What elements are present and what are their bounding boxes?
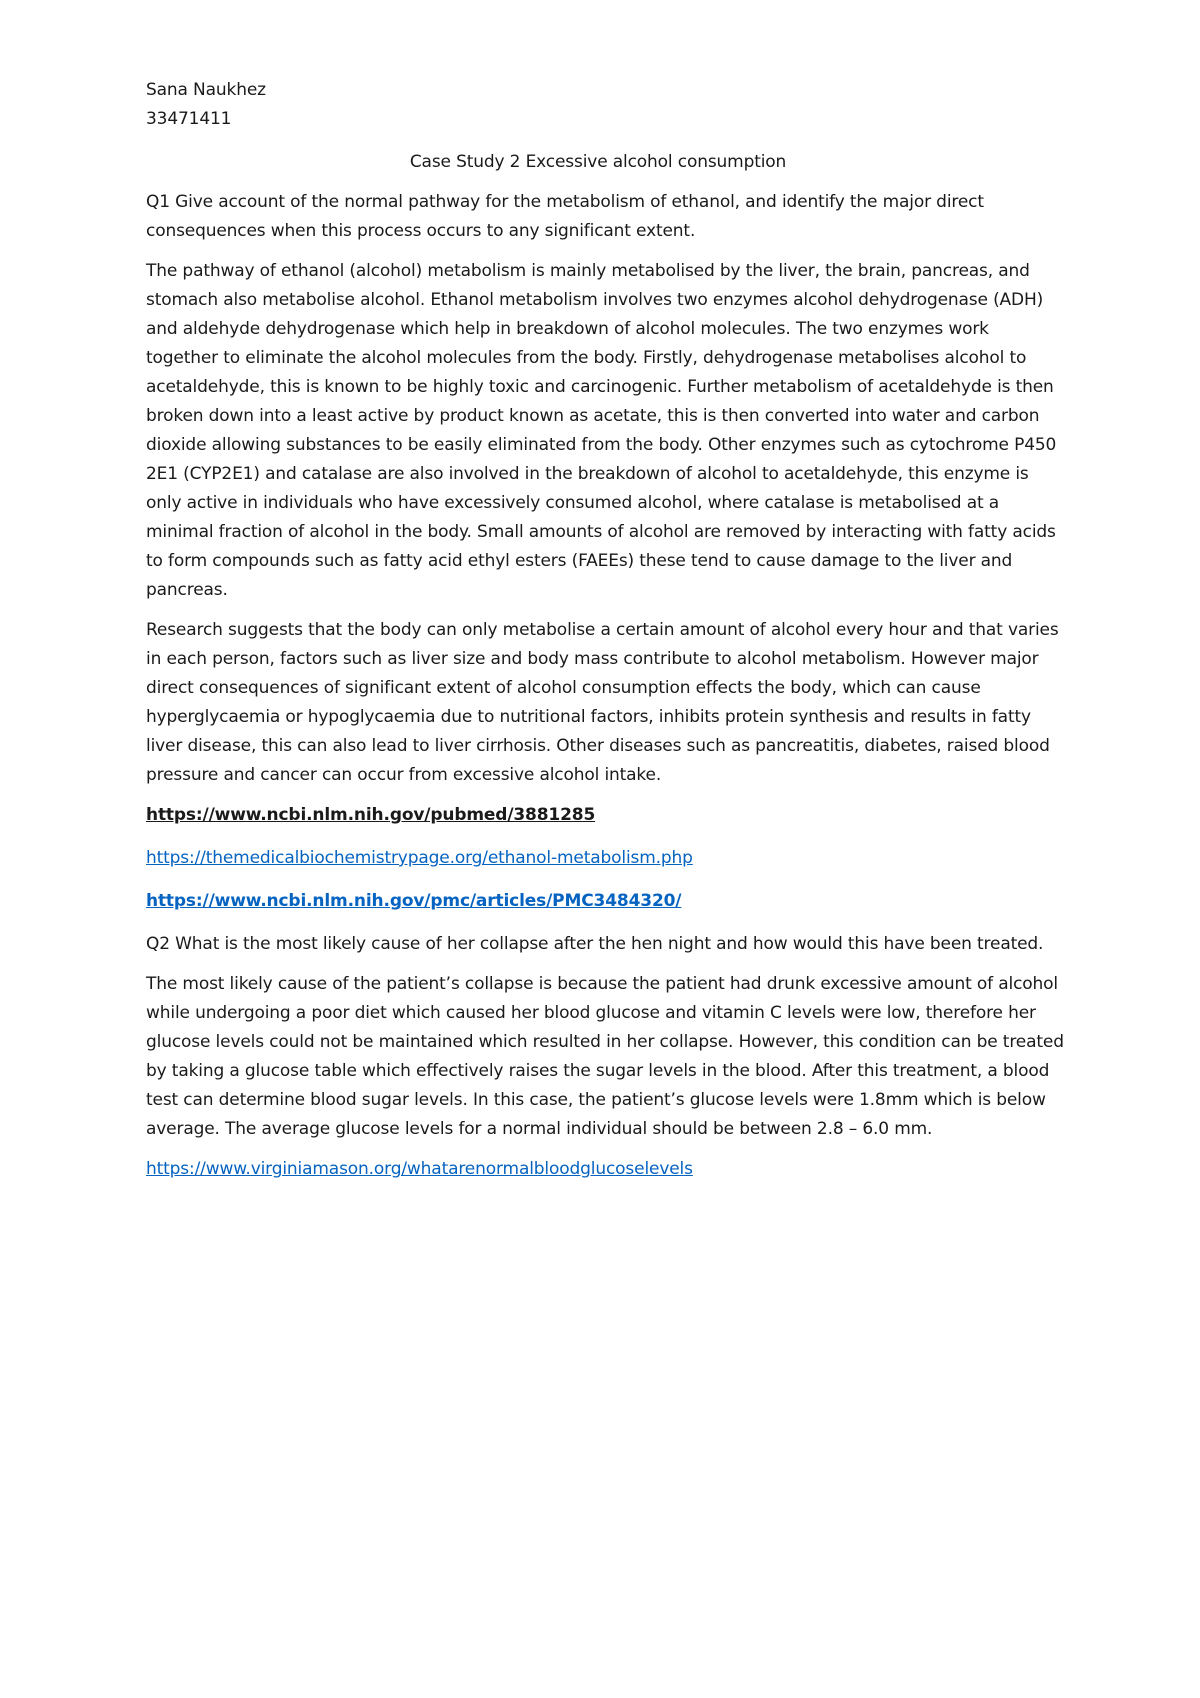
- author-name: Sana Naukhez: [146, 80, 266, 100]
- question-1: Q1 Give account of the normal pathway for the metabolism of ethanol, and identify the major direct consequences when this process occurs to any significant extent.: [146, 192, 984, 241]
- q1-reference-link-2[interactable]: https://themedicalbiochemistrypage.org/ethanol-metabolism.php: [146, 848, 693, 868]
- q2-reference-link-1[interactable]: https://www.virginiamason.org/whatarenormalbloodglucoselevels: [146, 1159, 693, 1179]
- question-2: Q2 What is the most likely cause of her collapse after the hen night and how would this have been treated.: [146, 934, 1044, 954]
- q1-paragraph-1: The pathway of ethanol (alcohol) metabolism is mainly metabolised by the liver, the brain, pancreas, and stomach also metabolise alcohol. Ethanol metabolism involves two enzymes alcohol dehydrogenase (ADH) and aldehyde dehydrogenase which help in breakdown of alcohol molecules. The two enzymes work together to eliminate the alcohol molecules from the body. Firstly, dehydrogenase metabolises alcohol to acetaldehyde, this is known to be highly toxic and carcinogenic. Further metabolism of acetaldehyde is then broken down into a least active by product known as acetate, this is then converted into water and carbon dioxide allowing substances to be easily eliminated from the body. Other enzymes such as cytochrome P450 2E1 (CYP2E1) and catalase are also involved in the breakdown of alcohol to acetaldehyde, this enzyme is only active in individuals who have excessively consumed alcohol, where catalase is metabolised at a minimal fraction of alcohol in the body. Small amounts of alcohol are removed by interacting with fatty acids to form compounds such as fatty acid ethyl esters (FAEEs) these tend to cause damage to the liver and pancreas.: [146, 261, 1057, 600]
- document-title: Case Study 2 Excessive alcohol consumption: [409, 152, 787, 172]
- q1-reference-link-1[interactable]: https://www.ncbi.nlm.nih.gov/pubmed/3881285: [146, 805, 596, 825]
- student-id: 33471411: [146, 109, 232, 129]
- q2-paragraph-1: The most likely cause of the patient’s collapse is because the patient had drunk excessive amount of alcohol while undergoing a poor diet which caused her blood glucose and vitamin C levels were low, therefore her glucose levels could not be maintained which resulted in her collapse. However, this condition can be treated by taking a glucose table which effectively raises the sugar levels in the blood. After this treatment, a blood test can determine blood sugar levels. In this case, the patient’s glucose levels were 1.8mm which is below average. The average glucose levels for a normal individual should be between 2.8 – 6.0 mm.: [146, 974, 1064, 1139]
- q1-paragraph-2: Research suggests that the body can only metabolise a certain amount of alcohol every hour and that varies in each person, factors such as liver size and body mass contribute to alcohol metabolism. However major direct consequences of significant extent of alcohol consumption effects the body, which can cause hyperglycaemia or hypoglycaemia due to nutritional factors, inhibits protein synthesis and results in fatty liver disease, this can also lead to liver cirrhosis. Other diseases such as pancreatitis, diabetes, raised blood pressure and cancer can occur from excessive alcohol intake.: [146, 620, 1059, 785]
- document-page: [146, 76, 1066, 1198]
- q1-reference-link-3[interactable]: https://www.ncbi.nlm.nih.gov/pmc/articles/PMC3484320/: [146, 891, 682, 911]
